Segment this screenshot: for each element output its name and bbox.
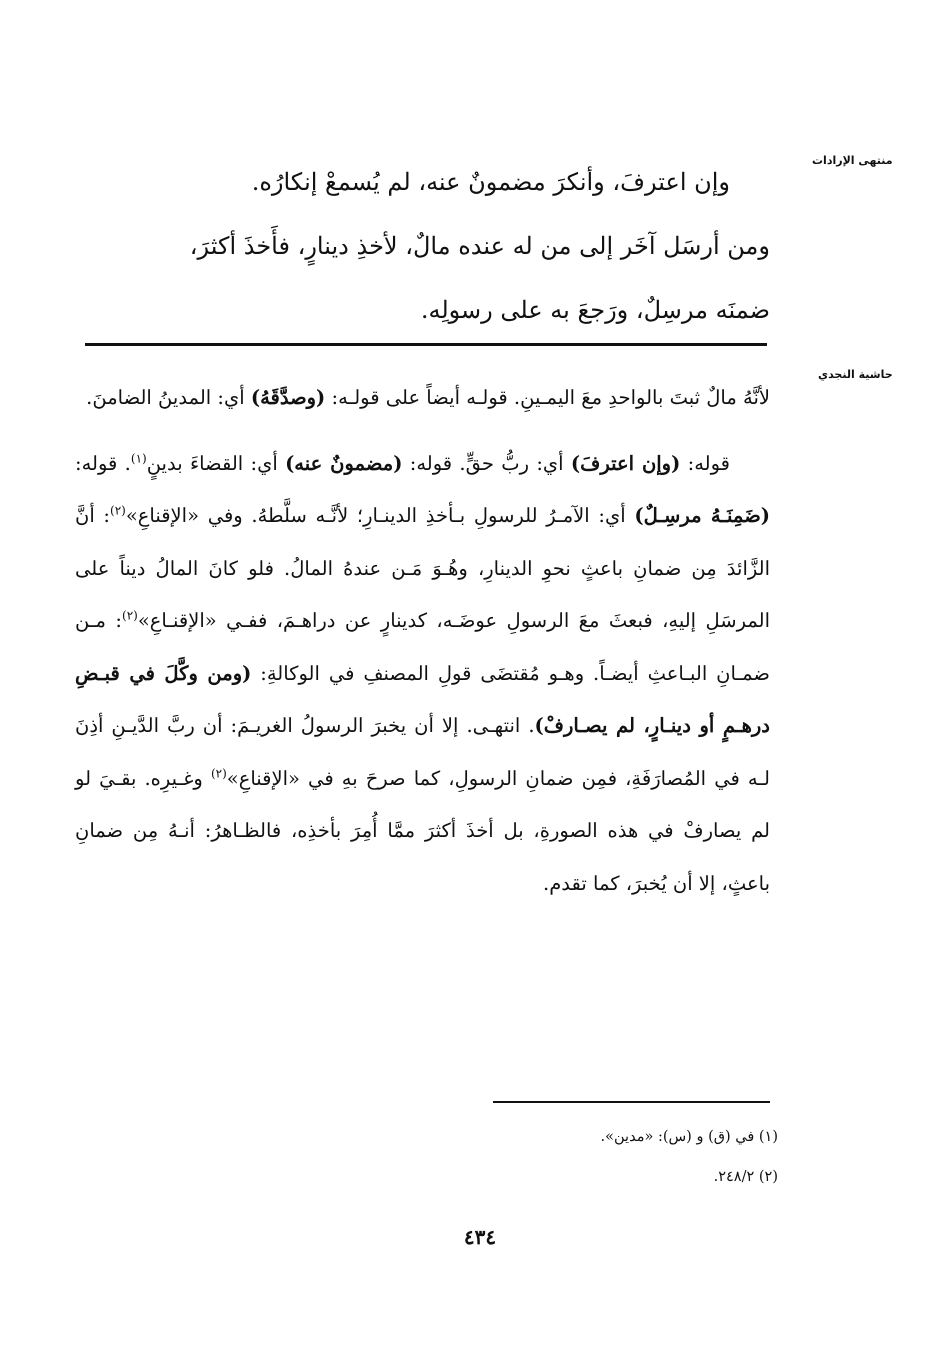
commentary-paragraph-2 (75, 438, 770, 911)
commentary-text (75, 372, 770, 910)
footnotes (493, 1117, 778, 1197)
footnote-divider (493, 1101, 770, 1103)
text-run: : أنَّ الزَّائدَ مِن ضمانِ باعثٍ نحوِ الدينارِ، وهُـوَ مَـن عندهُ المالُ. فلو كانَ المالُ ديناً على المرسَلِ إليهِ، فبعثَ معَ الرسولِ عوضَـه، كدينارٍ عن دراهـمَ، ففـي «الإقنـاعِ» (75, 504, 770, 632)
side-label-hashiya: حاشية النجدي (818, 368, 893, 381)
main-text-line-1: وإن اعترفَ، وأنكرَ مضمونٌ عنه، لم يُسمعْ إنكارُه. (251, 168, 730, 196)
quoted-term: (وإن اعترفَ) (570, 451, 681, 475)
main-text-line-3: ضمنَه مرسِلٌ، ورَجعَ به على رسولِه. (420, 296, 770, 324)
text-run: أي: ربُّ حقٍّ. قوله: (402, 451, 571, 475)
text-run: قوله: (680, 451, 730, 475)
side-label-muntaha: منتهى الإرادات (812, 154, 893, 167)
footnote-1: (١) في (ق) و (س): «مدين». (600, 1129, 778, 1145)
text-run: أي: القضاءَ بدينٍ (146, 451, 286, 475)
footnote-ref: (١) (130, 451, 147, 465)
footnote-2: (٢) ٢٤٨/٢. (713, 1169, 778, 1185)
text-run: . انتهـى. إلا أن يخبرَ الرسولُ الغريـمَ: أن ربَّ الدَّيـنِ أذِنَ لـه في المُصارَفَةِ، فمِن ضمانِ الرسولِ، كما صرحَ بهِ في «الإقناعِ» (75, 714, 770, 790)
text-run: أي: المدينُ الضامنَ. (86, 386, 251, 409)
text-run: وغـيرِه. بقـيَ لو لم يصارفْ في هذه الصورةِ، بل أخذَ أكثرَ ممَّا أُمِرَ بأخذِه، فالظـاهرُ: أنـهُ مِن ضمانِ باعثٍ، إلا أن يُخبرَ، كما تقدم. (75, 766, 770, 895)
commentary-paragraph-1 (75, 372, 770, 425)
main-text-line-2: ومن أرسَل آخَر إلى من له عنده مالٌ، لأخذِ دينارٍ، فأَخذَ أكثرَ، (189, 232, 770, 260)
footnote-ref: (٢) (210, 766, 227, 780)
section-divider (85, 343, 767, 346)
text-run: لأنَّهُ مالٌ ثبتَ بالواحدِ معَ اليمـينِ. قولـه أيضاً على قولـه: (325, 386, 770, 409)
quoted-term: (ومن وكَّلَ في قبـضِ درهـمٍ أو دينـارٍ، لم يصـارفْ) (75, 661, 770, 737)
footnote-ref: (٢) (110, 503, 126, 518)
text-run: . قوله: (75, 451, 131, 475)
text-run: : مـن ضمـانِ البـاعثِ أيضـاً. وهـو مُقتضَى قولِ المصنفِ في الوكالةِ: (75, 609, 770, 685)
footnote-ref: (٢) (122, 608, 138, 623)
page-number: ٤٣٤ (463, 1225, 497, 1249)
quoted-term: (وصدَّقَهُ) (250, 386, 326, 409)
text-run: أي: الآمـرُ للرسولِ بـأخذِ الدينـارِ؛ لأنَّـه سلَّطهُ. وفي «الإقناعِ» (125, 504, 635, 527)
quoted-term: (ضَمِنَـهُ مرسِـلٌ) (634, 504, 770, 527)
quoted-term: (مضمونٌ عنه) (285, 451, 403, 475)
